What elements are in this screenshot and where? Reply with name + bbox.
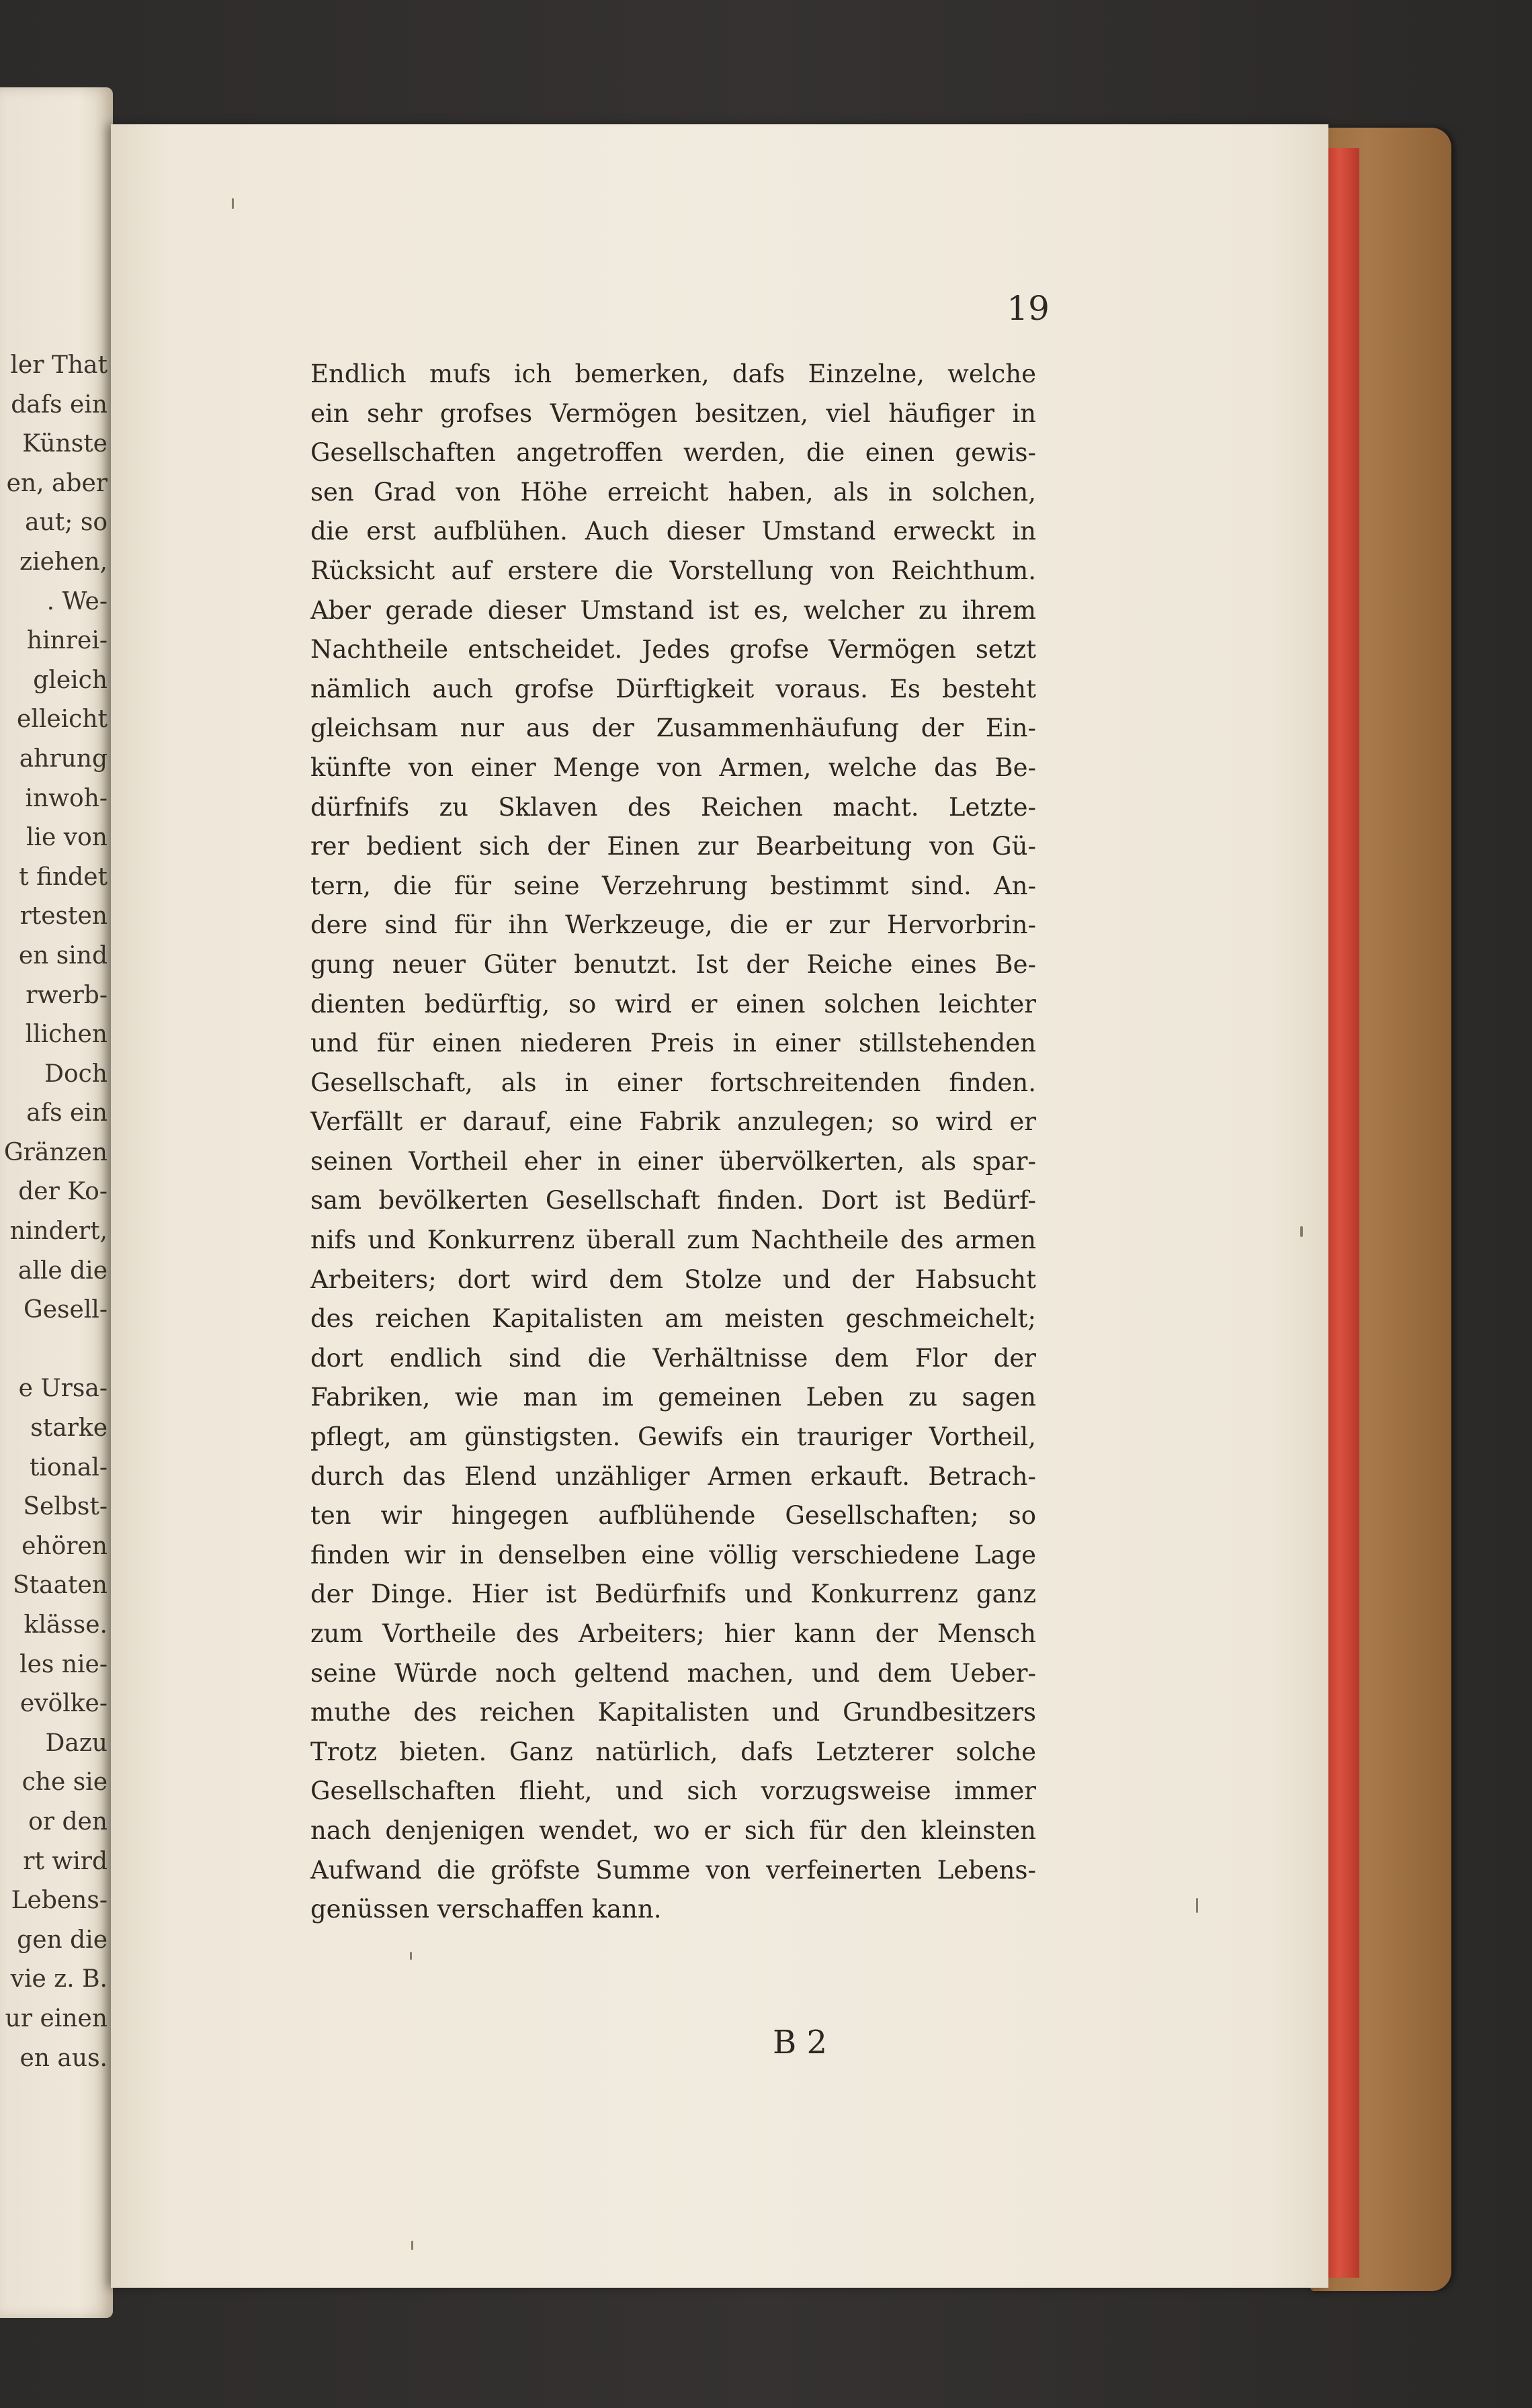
- left-page-line: Staaten: [12, 1572, 108, 1600]
- text-line: dürfnifs zu Sklaven des Reichen macht. Letzte-: [310, 792, 1036, 822]
- left-page-line: or den: [28, 1807, 108, 1836]
- text-line: Arbeiters; dort wird dem Stolze und der Habsucht: [310, 1264, 1036, 1294]
- text-line: ein sehr grofses Vermögen besitzen, viel häufiger in: [310, 398, 1036, 428]
- text-line: nach denjenigen wendet, wo er sich für den kleinsten: [310, 1815, 1036, 1845]
- left-page-line: klässe.: [24, 1611, 108, 1639]
- text-line: dere sind für ihn Werkzeuge, die er zur Hervorbrin-: [310, 910, 1036, 940]
- text-line: seine Würde noch geltend machen, und dem Ueber-: [310, 1658, 1036, 1688]
- text-line: Gesellschaften angetroffen werden, die einen gewis-: [310, 438, 1036, 468]
- text-line: tern, die für seine Verzehrung bestimmt sind. An-: [310, 871, 1036, 900]
- left-page-line: inwoh-: [25, 784, 108, 812]
- left-page-line: hinrei-: [26, 627, 108, 655]
- left-page-line: alle die: [17, 1256, 108, 1285]
- text-line: künfte von einer Menge von Armen, welche das Be-: [310, 752, 1036, 782]
- left-page-line: ur einen: [5, 2004, 108, 2032]
- left-page-line: Doch: [44, 1060, 108, 1088]
- text-line: sen Grad von Höhe erreicht haben, als in solchen,: [310, 477, 1036, 507]
- left-page-line: [0, 1330, 108, 1370]
- text-line: und für einen niederen Preis in einer stillstehenden: [310, 1029, 1036, 1058]
- left-page-line: vie z. B.: [10, 1965, 108, 1993]
- left-page-line: Selbst-: [23, 1493, 108, 1521]
- left-page-line: en sind: [18, 941, 108, 970]
- text-line: Aber gerade dieser Umstand ist es, welcher zu ihrem: [310, 595, 1036, 625]
- left-page-line: aut; so: [25, 509, 108, 537]
- left-page-line: che sie: [22, 1768, 108, 1797]
- text-line: Rücksicht auf erstere die Vorstellung von Reichthum.: [310, 556, 1036, 585]
- left-page-line: evölke-: [19, 1690, 108, 1718]
- left-page-line: t findet: [19, 863, 108, 891]
- text-line: nifs und Konkurrenz überall zum Nachtheile des armen: [310, 1226, 1036, 1255]
- text-line: finden wir in denselben eine völlig verschiedene Lage: [310, 1540, 1036, 1570]
- left-page-line: rt wird: [23, 1847, 108, 1875]
- text-line: des reichen Kapitalisten am meisten geschmeichelt;: [310, 1304, 1036, 1334]
- left-page-line: lie von: [26, 824, 108, 852]
- left-page-line: en aus.: [19, 2044, 108, 2072]
- left-page-line: llichen: [25, 1021, 108, 1049]
- left-page-line: rtesten: [19, 902, 108, 931]
- text-line: genüssen verschaffen kann.: [310, 1895, 662, 1924]
- left-page-line: gen die: [17, 1926, 108, 1954]
- left-page-line: . We-: [46, 587, 108, 615]
- left-page: [0, 87, 113, 2318]
- left-page-line: starke: [30, 1414, 108, 1443]
- left-page-line: ahrung: [19, 744, 108, 773]
- text-line: nämlich auch grofse Dürftigkeit voraus. Es besteht: [310, 674, 1036, 703]
- left-page-line: Dazu: [45, 1729, 108, 1757]
- paper-speck: [410, 1952, 412, 1960]
- text-line: seinen Vortheil eher in einer übervölkerten, als spar-: [310, 1146, 1036, 1176]
- text-line: Fabriken, wie man im gemeinen Leben zu sagen: [310, 1383, 1036, 1412]
- text-line: Trotz bieten. Ganz natürlich, dafs Letzterer solche: [310, 1737, 1036, 1766]
- left-page-line: Lebens-: [11, 1887, 108, 1915]
- paper-speck: [1300, 1226, 1303, 1237]
- left-page-line: der Ko-: [18, 1178, 108, 1206]
- text-line: durch das Elend unzähliger Armen erkauft. Betrach-: [310, 1461, 1036, 1491]
- text-line: dienten bedürftig, so wird er einen solchen leichter: [310, 989, 1036, 1019]
- left-page-line: dafs ein: [11, 390, 108, 419]
- left-page-line: e Ursa-: [18, 1375, 108, 1403]
- text-line: Gesellschaft, als in einer fortschreitenden finden.: [310, 1068, 1036, 1097]
- left-page-text: [0, 346, 108, 2078]
- text-line: muthe des reichen Kapitalisten und Grundbesitzers: [310, 1698, 1036, 1727]
- text-line: sam bevölkerten Gesellschaft finden. Dort ist Bedürf-: [310, 1186, 1036, 1215]
- text-line: dort endlich sind die Verhältnisse dem Flor der: [310, 1343, 1036, 1373]
- left-page-line: ziehen,: [19, 548, 108, 576]
- text-line: Endlich mufs ich bemerken, dafs Einzelne, welche: [310, 359, 1036, 388]
- text-line: Verfällt er darauf, eine Fabrik anzulegen; so wird er: [310, 1107, 1036, 1137]
- left-page-line: rwerb-: [26, 981, 108, 1009]
- body-text: [310, 355, 1036, 1930]
- left-page-line: tional-: [30, 1453, 108, 1481]
- text-line: Nachtheile entscheidet. Jedes grofse Vermögen setzt: [310, 635, 1036, 664]
- left-page-line: elleicht: [17, 705, 108, 734]
- left-page-line: les nie-: [19, 1650, 108, 1678]
- left-page-line: Gesell-: [23, 1296, 108, 1324]
- text-line: Aufwand die gröfste Summe von verfeinerten Lebens-: [310, 1855, 1036, 1885]
- left-page-line: Künste: [22, 430, 108, 458]
- text-line: gleichsam nur aus der Zusammenhäufung der Ein-: [310, 714, 1036, 743]
- text-line: rer bedient sich der Einen zur Bearbeitung von Gü-: [310, 832, 1036, 861]
- paper-speck: [1196, 1898, 1198, 1913]
- text-line: Gesellschaften flieht, und sich vorzugsweise immer: [310, 1776, 1036, 1806]
- left-page-line: en, aber: [6, 469, 108, 497]
- text-line: ten wir hingegen aufblühende Gesellschaften; so: [310, 1501, 1036, 1531]
- page-number: 19: [1007, 289, 1050, 328]
- left-page-line: ehören: [22, 1532, 108, 1560]
- left-page-line: gleich: [33, 666, 108, 694]
- text-line: zum Vortheile des Arbeiters; hier kann der Mensch: [310, 1619, 1036, 1648]
- text-line: der Dinge. Hier ist Bedürfnifs und Konkurrenz ganz: [310, 1580, 1036, 1609]
- text-line: gung neuer Güter benutzt. Ist der Reiche eines Be-: [310, 949, 1036, 979]
- text-line: die erst aufblühen. Auch dieser Umstand erweckt in: [310, 517, 1036, 546]
- paper-speck: [232, 198, 234, 209]
- left-page-line: nindert,: [9, 1217, 108, 1246]
- signature-mark: B 2: [773, 2024, 828, 2061]
- left-page-line: ler That: [10, 351, 108, 379]
- text-line: pflegt, am günstigsten. Gewifs ein trauriger Vortheil,: [310, 1422, 1036, 1452]
- paper-speck: [411, 2241, 413, 2250]
- left-page-line: Gränzen: [3, 1138, 108, 1166]
- left-page-line: afs ein: [26, 1099, 108, 1127]
